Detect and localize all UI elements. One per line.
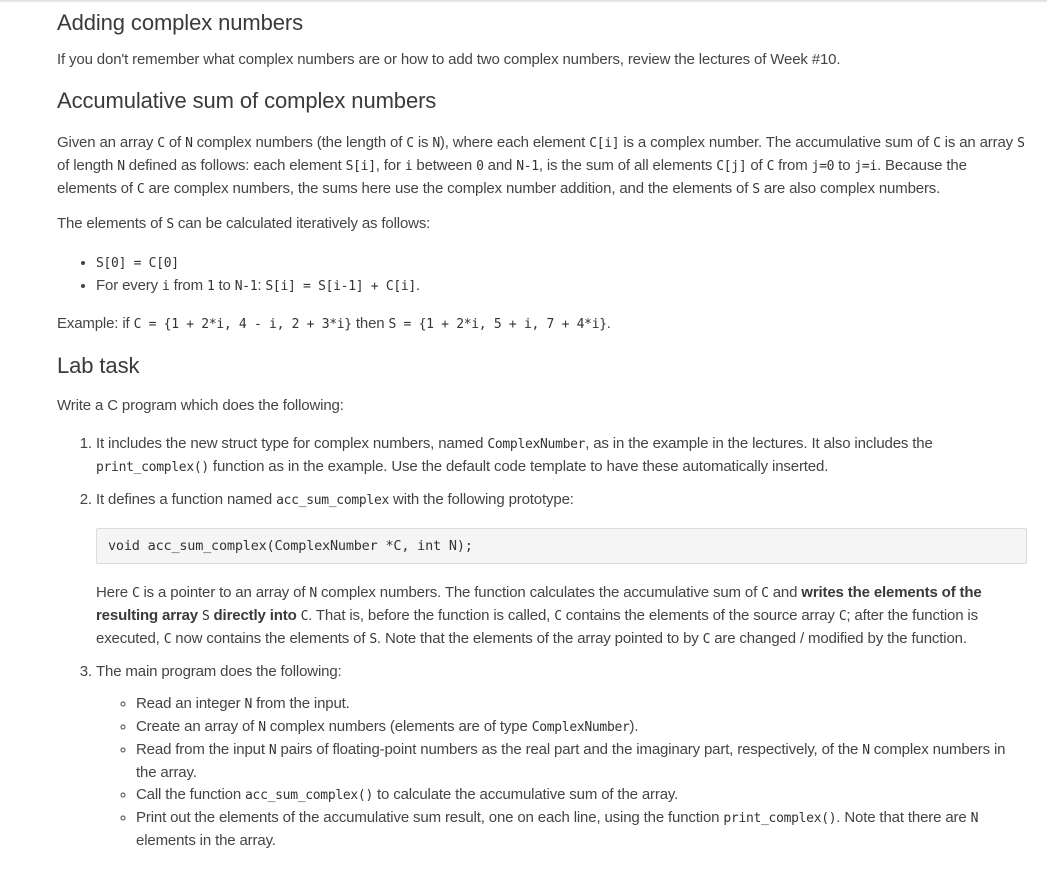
- example-line: Example: if C = {1 + 2*i, 4 - i, 2 + 3*i} then S = {1 + 2*i, 5 + i, 7 + 4*i}.: [57, 315, 611, 332]
- main-program-steps: [96, 693, 1027, 852]
- list-item: • S[0] = C[0]: [96, 252, 1027, 275]
- prototype-code-block: void acc_sum_complex(ComplexNumber *C, int N);: [96, 528, 1027, 564]
- lab-task-list: [57, 433, 1027, 852]
- top-shadow: [0, 0, 1047, 3]
- list-item: • For every i from 1 to N-1: S[i] = S[i-1] + C[i].: [96, 275, 1027, 298]
- list-item: ◦ Call the function acc_sum_complex() to calculate the accumulative sum of the array.: [136, 784, 1027, 807]
- list-item: ◦ Read an integer N from the input.: [136, 693, 1027, 716]
- document-content: [0, 9, 1047, 852]
- list-item: 2. It defines a function named acc_sum_complex with the following prototype: void acc_sum_complex(ComplexNumber *C, int N); Here C is a pointer to an array of N complex numbers. The function calculates the accumulative sum of C and writes the elements of the resulting array S directly into C. That is, before the function is called, C contains the elements of the source array C; after the function is executed, C now contains the elements of S. Note that the elements of the array pointed to by C are changed / modified by the function.: [96, 489, 1027, 651]
- section-title-lab-task: Lab task: [57, 353, 140, 378]
- list-item: 1. It includes the new struct type for complex numbers, named ComplexNumber, as in the example in the lectures. It also includes the print_complex() function as in the example. Use the default code template to have these automatically inserted.: [96, 433, 1027, 479]
- adding-text: If you don't remember what complex numbers are or how to add two complex numbers, review the lectures of Week #10.: [57, 51, 841, 68]
- section-title-accumulative: Accumulative sum of complex numbers: [57, 88, 437, 113]
- list-item: ◦ Read from the input N pairs of floating-point numbers as the real part and the imaginary part, respectively, of the N complex numbers in the array.: [136, 739, 1027, 784]
- list-item: ◦ Create an array of N complex numbers (elements are of type ComplexNumber).: [136, 716, 1027, 739]
- iteration-rules: [57, 252, 1027, 298]
- section-title-adding: Adding complex numbers: [57, 10, 304, 35]
- list-item: 3. The main program does the following: ◦ Read an integer N from the input. ◦ Create an array of N complex numbers (elements are of type ComplexNumber). ◦ Read from the input N pairs of floating-point numbers as the real part and the imaginary part, respectively, of the N complex numbers in the array. ◦ Call the function acc_sum_complex() to calculate the accumulative sum of the array. ◦ Print out the elements of the accumulative sum result, one on each line, using the function print_complex(). Note that there are N elements in the array.: [96, 661, 1027, 852]
- list-item: ◦ Print out the elements of the accumulative sum result, one on each line, using the function print_complex(). Note that there are N elements in the array.: [136, 807, 1027, 852]
- lab-intro: Write a C program which does the following:: [57, 397, 344, 414]
- function-description: Here C is a pointer to an array of N complex numbers. The function calculates the accumulative sum of C and writes the elements of the resulting array S directly into C. That is, before the function is called, C contains the elements of the source array C; after the function is executed, C now contains the elements of S. Note that the elements of the array pointed to by C are changed / modified by the function.: [96, 584, 982, 647]
- iterative-intro: The elements of S can be calculated iteratively as follows:: [57, 215, 431, 232]
- definition-paragraph: Given an array C of N complex numbers (the length of C is N), where each element C[i] is a complex number. The accumulative sum of C is an array S of length N defined as follows: each element S[i], for i between 0 and N-1, is the sum of all elements C[j] of C from j=0 to j=i. Because the elements of C are complex numbers, the sums here use the complex number addition, and the elements of S are also complex numbers.: [57, 134, 1025, 197]
